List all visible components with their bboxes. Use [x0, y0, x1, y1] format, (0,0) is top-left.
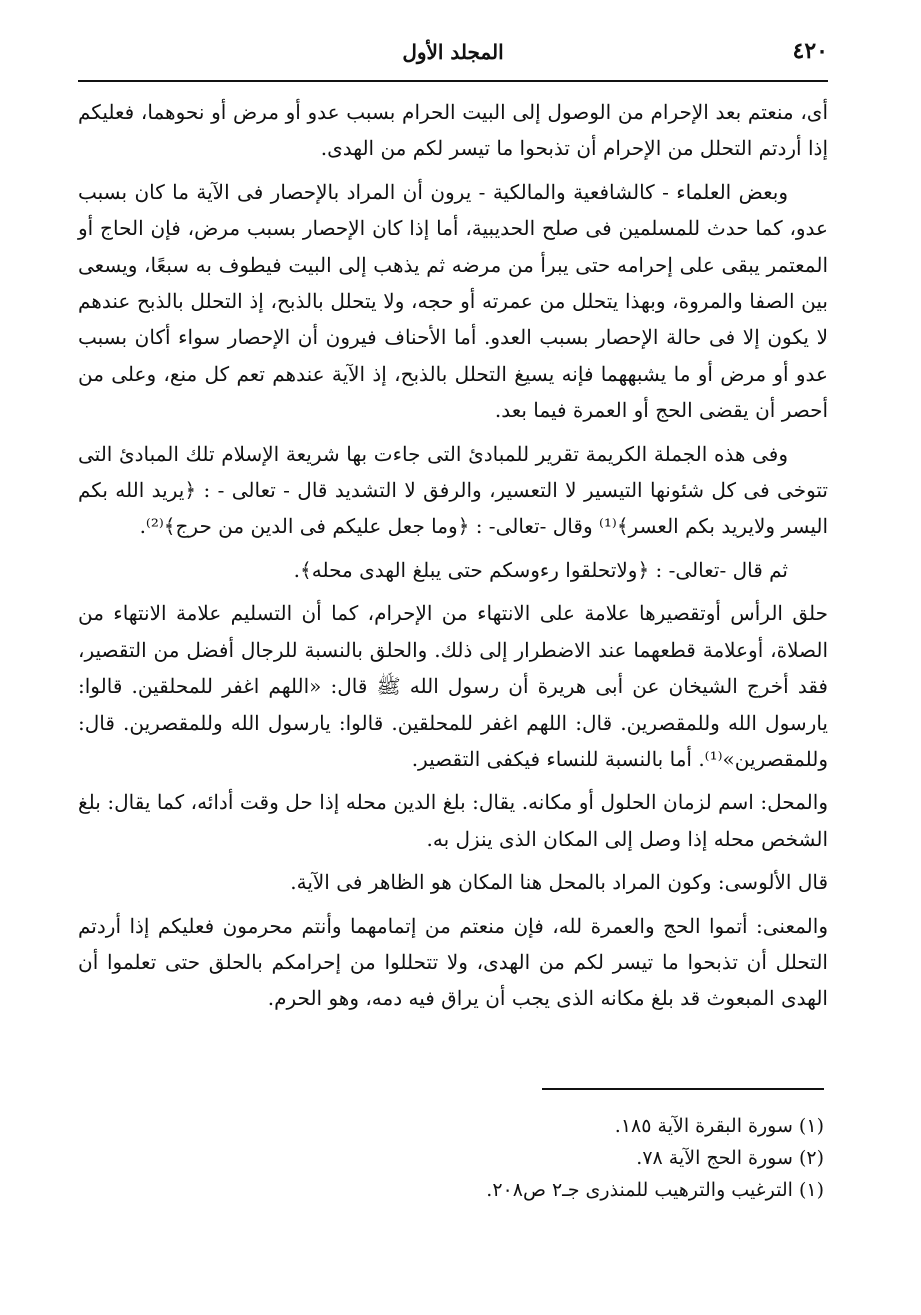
- footnote: (١) سورة البقرة الآية ١٨٥.: [614, 1115, 824, 1137]
- page-header: [78, 36, 828, 76]
- volume-title: المجلد الأول: [402, 40, 504, 64]
- paragraph: حلق الرأس أوتقصيرها علامة على الانتهاء من الإحرام، كما أن التسليم علامة الانتهاء من الصلاة، أوعلامة قطعهما عند الاضطرار إلى ذلك. والحلق بالنسبة للرجال أفضل من التقصير، فقد أخرج الشيخان عن أبى هريرة أن رسول الله ﷺ قال: «اللهم اغفر للمحلقين. قالوا: يارسول الله وللمقصرين. قال: اللهم اغفر للمحلقين. قالوا: يارسول الله وللمقصرين. قال: وللمقصرين»⁽¹⁾. أما بالنسبة للنساء فيكفى التقصير.: [78, 601, 828, 771]
- footnote: (٢) سورة الحج الآية ٧٨.: [636, 1147, 824, 1169]
- paragraph: ثم قال -تعالى- : ﴿ولاتحلقوا رءوسكم حتى يبلغ الهدى محله﴾.: [293, 557, 788, 582]
- page-number: ٤٢٠: [792, 38, 828, 64]
- footnote-rule: [542, 1088, 824, 1090]
- header-rule: [78, 80, 828, 82]
- footnote: (١) الترغيب والترهيب للمنذرى جـ٢ ص٢٠٨.: [486, 1179, 824, 1201]
- paragraph: وفى هذه الجملة الكريمة تقرير للمبادئ التى جاءت بها شريعة الإسلام تلك المبادئ التى تتوخى فى كل شئونها التيسير لا التعسير، والرفق لا التشديد قال - تعالى - : ﴿يريد الله بكم اليسر ولايريد بكم العسر﴾⁽¹⁾ وقال -تعالى- : ﴿وما جعل عليكم فى الدين من حرج﴾⁽²⁾.: [78, 441, 828, 539]
- body-text: [78, 94, 828, 1024]
- paragraph: والمعنى: أتموا الحج والعمرة لله، فإن منعتم من إتمامهما وأنتم محرمون فعليكم إذا أردتم التحلل أن تذبحوا ما تيسر لكم من الهدى، ولا تتحللوا من إحرامكم بالحلق حتى تعلموا أن الهدى المبعوث قد بلغ مكانه الذى يجب أن يراق فيه دمه، وهو الحرم.: [78, 913, 828, 1011]
- paragraph: والمحل: اسم لزمان الحلول أو مكانه. يقال: بلغ الدين محله إذا حل وقت أدائه، كما يقال: بلغ الشخص محله إذا وصل إلى المكان الذى ينزل به.: [78, 790, 828, 851]
- paragraph: أى، منعتم بعد الإحرام من الوصول إلى البيت الحرام بسبب عدو أو مرض أو نحوهما، فعليكم إذا أردتم التحلل من الإحرام أن تذبحوا ما تيسر لكم من الهدى.: [78, 100, 828, 161]
- footnotes: [324, 1110, 824, 1206]
- paragraph: وبعض العلماء - كالشافعية والمالكية - يرون أن المراد بالإحصار فى الآية ما كان بسبب عدو، كما حدث للمسلمين فى صلح الحديبية، أما إذا كان الإحصار بسبب مرض، فإن الحاج أو المعتمر يبقى على إحرامه حتى يبرأ من مرضه ثم يذهب إلى البيت فيطوف به سبعًا، ويسعى بين الصفا والمروة، وبهذا يتحلل من عمرته أو حجه، ولا يتحلل بالذبح، إذ التحلل بالذبح عندهم لا يكون إلا فى حالة الإحصار بسبب العدو. أما الأحناف فيرون أن الإحصار سواء أكان بسبب عدو أو مرض أو ما يشبههما فإنه يسيغ التحلل بالذبح، إذ الآية عندهم تعم كل منع، وعلى من أحصر أن يقضى الحج أو العمرة فيما بعد.: [78, 179, 828, 423]
- paragraph: قال الألوسى: وكون المراد بالمحل هنا المكان هو الظاهر فى الآية.: [290, 870, 828, 895]
